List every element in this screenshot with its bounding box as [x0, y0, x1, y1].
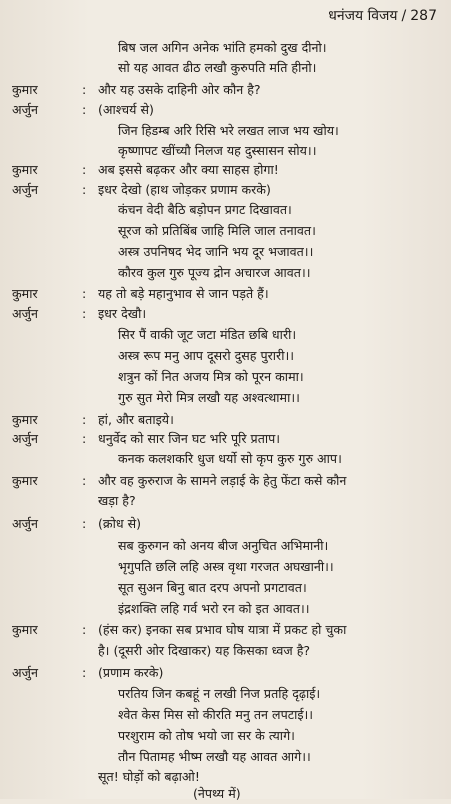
verse-line: बिष जल अगिन अनेक भांति हमको दुख दीनो।	[118, 40, 327, 55]
page-number: 287	[410, 8, 437, 24]
running-header	[328, 6, 437, 25]
speaker-colon: :	[82, 431, 87, 446]
stage-direction: (आश्चर्य से)	[98, 102, 154, 117]
speaker-colon: :	[82, 286, 87, 301]
stage-direction: (नेपथ्य में)	[193, 786, 241, 801]
dialogue-line: है। (दूसरी ओर दिखाकर) यह किसका ध्वज है?	[98, 643, 311, 658]
verse-line: सूरज को प्रतिबिंब जाहि मिलि जाल तनावत।	[118, 223, 316, 238]
verse-line: शत्रुन कों नित अजय मित्र को पूरन कामा।	[118, 369, 304, 384]
speaker-colon: :	[82, 412, 87, 427]
dialogue-line: सूत! घोड़ों को बढ़ाओ!	[98, 769, 200, 784]
speaker-colon: :	[82, 516, 87, 531]
dialogue-line: और वह कुरुराज के सामने लड़ाई के हेतु फेंटा कसे कौन	[98, 473, 347, 488]
verse-line: कौरव कुल गुरु पूज्य द्रोन अचारज आवत।।	[118, 265, 311, 280]
speaker-colon: :	[82, 162, 87, 177]
dialogue-line: हां, और बताइये।	[98, 412, 174, 427]
dialogue-line: और यह उसके दाहिनी ओर कौन है?	[98, 82, 261, 97]
speaker-name: कुमार	[12, 622, 38, 637]
verse-line: अस्त्र उपनिषद भेद जानि भय दूर भजावत।।	[118, 244, 314, 259]
verse-line: सो यह आवत ढीठ लखौ कुरुपति मति हीनो।	[118, 60, 317, 75]
speaker-colon: :	[82, 473, 87, 488]
speaker-name: कुमार	[12, 473, 38, 488]
speaker-name: अर्जुन	[12, 102, 38, 117]
verse-line: परशुराम को तोष भयो जा सर के त्यागे।	[118, 728, 295, 743]
verse-line: सिर पैं वाकी जूट जटा मंडित छबि धारी।	[118, 327, 297, 342]
speaker-colon: :	[82, 306, 87, 321]
speaker-colon: :	[82, 665, 87, 680]
header-separator: /	[401, 8, 407, 24]
speaker-colon: :	[82, 622, 87, 637]
speaker-name: अर्जुन	[12, 182, 38, 197]
dialogue-line: इधर देखो (हाथ जोड़कर प्रणाम करके)	[98, 182, 271, 197]
verse-line: जिन हिडम्ब अरि रिसि भरे लखत लाज भय खोय।	[118, 123, 339, 138]
speaker-name: कुमार	[12, 412, 38, 427]
verse-line: इंद्रशक्ति लहि गर्व भरो रन को इत आवत।।	[118, 601, 310, 616]
book-title: धनंजय विजय	[328, 8, 398, 24]
dialogue-line: (हंस कर) इनका सब प्रभाव घोष यात्रा में प्रकट हो चुका	[98, 622, 347, 637]
speaker-name: अर्जुन	[12, 665, 38, 680]
speaker-name: कुमार	[12, 286, 38, 301]
speaker-name: अर्जुन	[12, 306, 38, 321]
speaker-name: अर्जुन	[12, 431, 38, 446]
verse-line: कनक कलशकरि धुज धर्यो सो कृप कुरु गुरु आप।	[118, 451, 342, 466]
verse-line: परतिय जिन कबहूं न लखी निज प्रतहि दृढ़ाई।	[118, 686, 321, 701]
verse-line: सब कुरुगन को अनय बीज अनुचित अभिमानी।	[118, 538, 329, 553]
speaker-name: अर्जुन	[12, 516, 38, 531]
verse-line: कंचन वेदी बैठि बड़ोपन प्रगट दिखावत।	[118, 202, 292, 217]
verse-line: अस्त्र रूप मनु आप दूसरो दुसह पुरारी।।	[118, 348, 295, 363]
dialogue-line: इधर देखौ।	[98, 306, 147, 321]
verse-line: गुरु सुत मेरो मित्र लखौ यह अश्वत्थामा।।	[118, 390, 300, 405]
verse-line: श्वेत केस मिस सो कीरति मनु तन लपटाई।।	[118, 707, 314, 722]
stage-direction: (प्रणाम करके)	[98, 665, 164, 680]
verse-line: तौन पितामह भीष्म लखौ यह आवत आगे।।	[118, 749, 311, 764]
speaker-colon: :	[82, 182, 87, 197]
verse-line: धनुर्वेद को सार जिन घट भरि पूरि प्रताप।	[98, 431, 281, 446]
speaker-name: कुमार	[12, 162, 38, 177]
verse-line: भृगुपति छलि लहि अस्त्र वृथा गरजत अघखानी।।	[118, 559, 334, 574]
stage-direction: (क्रोध से)	[98, 516, 142, 531]
verse-line: कृष्णापट खींच्यौ निलज यह दुस्सासन सोय।।	[118, 143, 317, 158]
dialogue-line: यह तो बड़े महानुभाव से जान पड़ते हैं।	[98, 286, 269, 301]
speaker-name: कुमार	[12, 82, 38, 97]
dialogue-line: अब इससे बढ़कर और क्या साहस होगा!	[98, 162, 279, 177]
speaker-colon: :	[82, 82, 87, 97]
dialogue-line: खड़ा है?	[98, 493, 136, 508]
speaker-colon: :	[82, 102, 87, 117]
verse-line: सूत सुअन बिनु बात दरप अपनो प्रगटावत।	[118, 580, 307, 595]
